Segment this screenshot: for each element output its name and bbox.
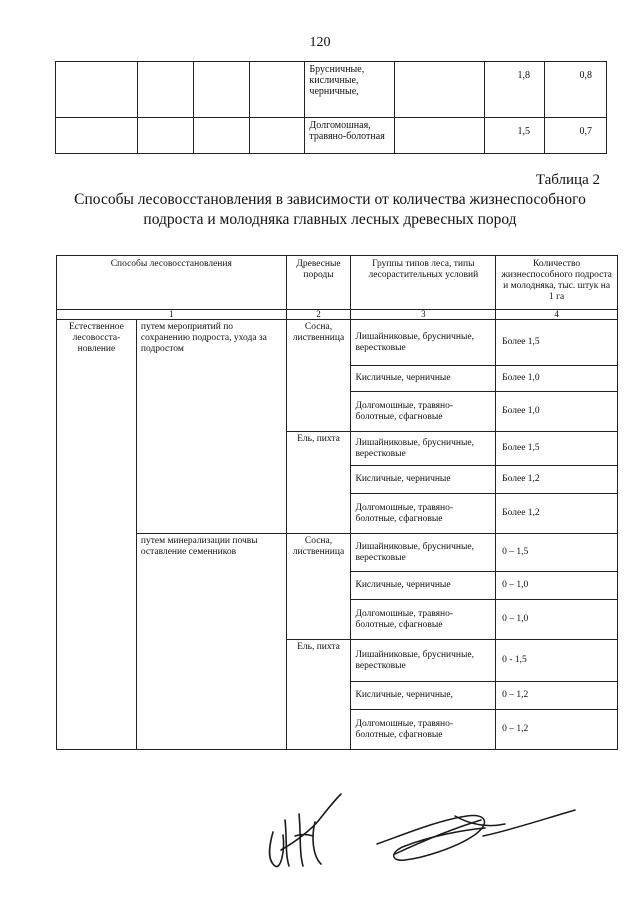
species-cell: Ель, пихта xyxy=(286,640,351,750)
header-quantity: Количество жизнеспособного подроста и молодняка, тыс. штук на 1 га xyxy=(496,256,618,310)
species-cell: Ель, пихта xyxy=(286,432,351,534)
signature-left xyxy=(270,794,342,867)
header-row xyxy=(57,256,618,310)
value-cell: 0,8 xyxy=(545,62,607,118)
conditions-cell: Лишайниковые, брусничные, верестковые xyxy=(351,640,496,682)
reforestation-table xyxy=(56,255,618,750)
sub-method-cell: путем минерализации почвы оставление семенников xyxy=(136,534,286,750)
quantity-cell: 0 – 1,2 xyxy=(496,710,618,750)
column-number: 2 xyxy=(286,310,351,320)
conditions-cell: Долгомошные, травяно-болотные, сфагновые xyxy=(351,600,496,640)
quantity-cell: Более 1,0 xyxy=(496,392,618,432)
table-row xyxy=(57,534,618,572)
conditions-cell: Лишайниковые, брусничные, верестковые xyxy=(351,320,496,366)
header-methods: Способы лесовосстановления xyxy=(57,256,287,310)
quantity-cell: 0 – 1,2 xyxy=(496,682,618,710)
quantity-cell: 0 – 1,0 xyxy=(496,572,618,600)
species-cell: Сосна, лиственница xyxy=(286,320,351,432)
conditions-cell: Долгомошные, травяно-болотные, сфагновые xyxy=(351,494,496,534)
signature-right xyxy=(377,810,575,860)
value-cell: 0,7 xyxy=(545,118,607,154)
quantity-cell: Более 1,2 xyxy=(496,494,618,534)
table-title: Способы лесовосстановления в зависимости от количества жизнеспособного подроста и молодняка главных лесных древесных пород xyxy=(74,191,586,228)
column-number-row xyxy=(57,310,618,320)
quantity-cell: 0 – 1,5 xyxy=(496,534,618,572)
header-groups: Группы типов леса, типы лесорастительных условий xyxy=(351,256,496,310)
conditions-cell: Брусничные, кисличные, черничные, xyxy=(305,62,395,118)
table-row xyxy=(56,62,607,118)
page-number: 120 xyxy=(309,35,331,50)
quantity-cell: Более 1,2 xyxy=(496,466,618,494)
conditions-cell: Кисличные, черничные xyxy=(351,466,496,494)
quantity-cell: Более 1,5 xyxy=(496,432,618,466)
quantity-cell: 0 – 1,0 xyxy=(496,600,618,640)
value-cell: 1,8 xyxy=(485,62,545,118)
method-main-cell: Естественное лесовосста-новление xyxy=(57,320,137,750)
conditions-cell: Лишайниковые, брусничные, верестковые xyxy=(351,432,496,466)
conditions-cell: Кисличные, черничные xyxy=(351,366,496,392)
species-cell: Сосна, лиственница xyxy=(286,534,351,640)
conditions-cell: Кисличные, черничные, xyxy=(351,682,496,710)
quantity-cell: Более 1,5 xyxy=(496,320,618,366)
quantity-cell: 0 - 1,5 xyxy=(496,640,618,682)
conditions-cell: Долгомошная, травяно-болотная xyxy=(305,118,395,154)
signatures xyxy=(255,780,595,875)
header-species: Древесные породы xyxy=(286,256,351,310)
quantity-cell: Более 1,0 xyxy=(496,366,618,392)
table-label: Таблица 2 xyxy=(535,172,600,188)
continuation-table xyxy=(55,61,607,154)
conditions-cell: Долгомошные, травяно-болотные, сфагновые xyxy=(351,392,496,432)
conditions-cell: Кисличные, черничные xyxy=(351,572,496,600)
table-row xyxy=(57,320,618,366)
column-number: 4 xyxy=(496,310,618,320)
conditions-cell: Долгомошные, травяно-болотные, сфагновые xyxy=(351,710,496,750)
conditions-cell: Лишайниковые, брусничные, верестковые xyxy=(351,534,496,572)
column-number: 3 xyxy=(351,310,496,320)
table-row xyxy=(56,118,607,154)
column-number: 1 xyxy=(57,310,287,320)
sub-method-cell: путем мероприятий по сохранению подроста, ухода за подростом xyxy=(136,320,286,534)
value-cell: 1,5 xyxy=(485,118,545,154)
